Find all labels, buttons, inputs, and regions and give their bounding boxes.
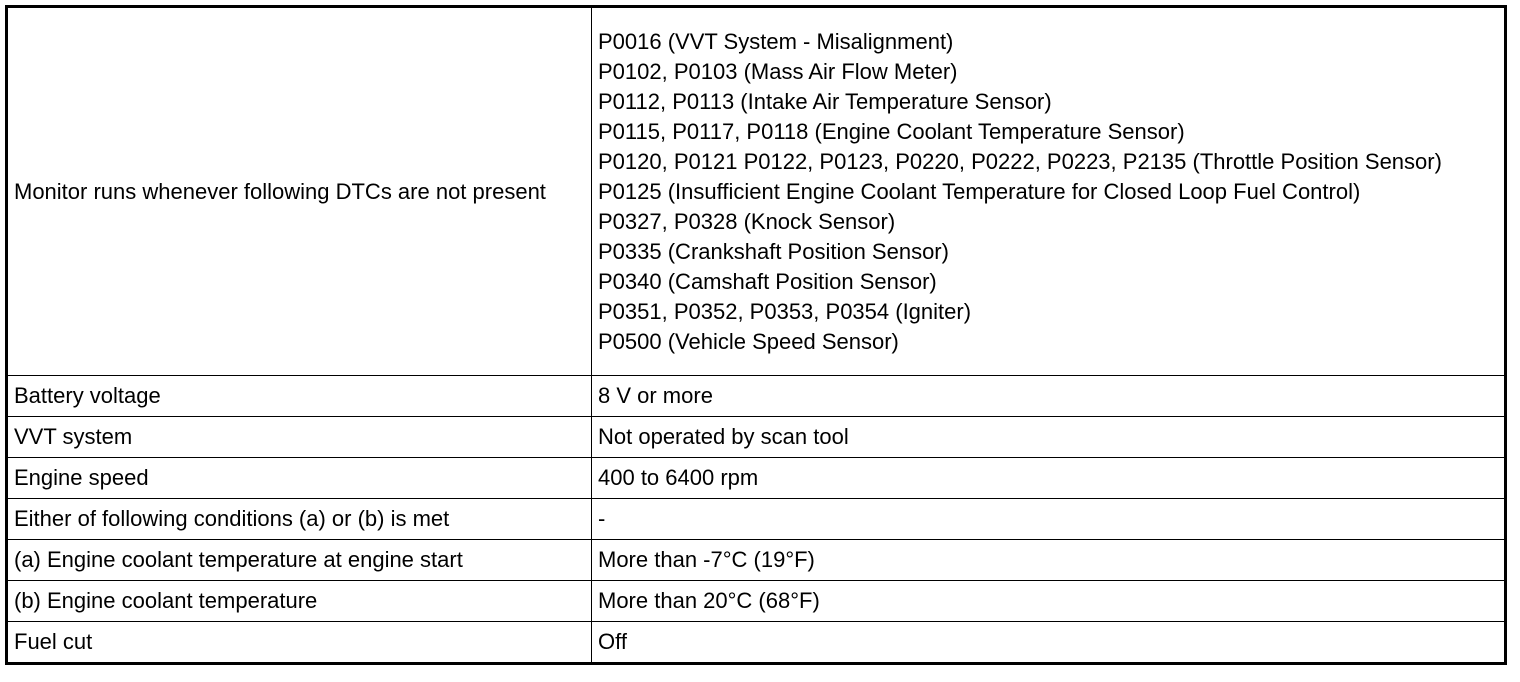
value-cell: More than 20°C (68°F) [592, 581, 1506, 622]
dtc-line: P0327, P0328 (Knock Sensor) [598, 208, 896, 234]
table-row [7, 499, 1506, 540]
condition-cell: Battery voltage [7, 376, 592, 417]
table-row [7, 540, 1506, 581]
value-cell: Off [592, 622, 1506, 664]
value-cell: More than -7°C (19°F) [592, 540, 1506, 581]
dtc-line: P0351, P0352, P0353, P0354 (Igniter) [598, 298, 972, 324]
condition-cell: Monitor runs whenever following DTCs are not present [7, 7, 592, 376]
dtc-line: P0115, P0117, P0118 (Engine Coolant Temperature Sensor) [598, 118, 1185, 144]
table-row [7, 458, 1506, 499]
condition-cell: (b) Engine coolant temperature [7, 581, 592, 622]
value-cell: - [592, 499, 1506, 540]
table-row [7, 417, 1506, 458]
table-row [7, 7, 1506, 376]
dtc-line: P0340 (Camshaft Position Sensor) [598, 268, 937, 294]
dtc-line: P0125 (Insufficient Engine Coolant Temperature for Closed Loop Fuel Control) [598, 178, 1361, 204]
dtc-line: P0335 (Crankshaft Position Sensor) [598, 238, 949, 264]
monitor-conditions-table [5, 5, 1507, 665]
dtc-line: P0112, P0113 (Intake Air Temperature Sensor) [598, 88, 1052, 114]
value-cell: 8 V or more [592, 376, 1506, 417]
value-cell: Not operated by scan tool [592, 417, 1506, 458]
dtc-line: P0016 (VVT System - Misalignment) [598, 28, 954, 54]
condition-cell: (a) Engine coolant temperature at engine start [7, 540, 592, 581]
condition-cell: Either of following conditions (a) or (b) is met [7, 499, 592, 540]
value-cell: 400 to 6400 rpm [592, 458, 1506, 499]
dtc-line: P0120, P0121 P0122, P0123, P0220, P0222, P0223, P2135 (Throttle Position Sensor) [598, 148, 1442, 174]
condition-cell: Engine speed [7, 458, 592, 499]
table-row [7, 376, 1506, 417]
table-row [7, 622, 1506, 664]
dtc-line: P0102, P0103 (Mass Air Flow Meter) [598, 58, 958, 84]
table-row [7, 581, 1506, 622]
condition-cell: VVT system [7, 417, 592, 458]
condition-cell: Fuel cut [7, 622, 592, 664]
dtc-list-cell [592, 7, 1506, 376]
dtc-line: P0500 (Vehicle Speed Sensor) [598, 328, 899, 354]
